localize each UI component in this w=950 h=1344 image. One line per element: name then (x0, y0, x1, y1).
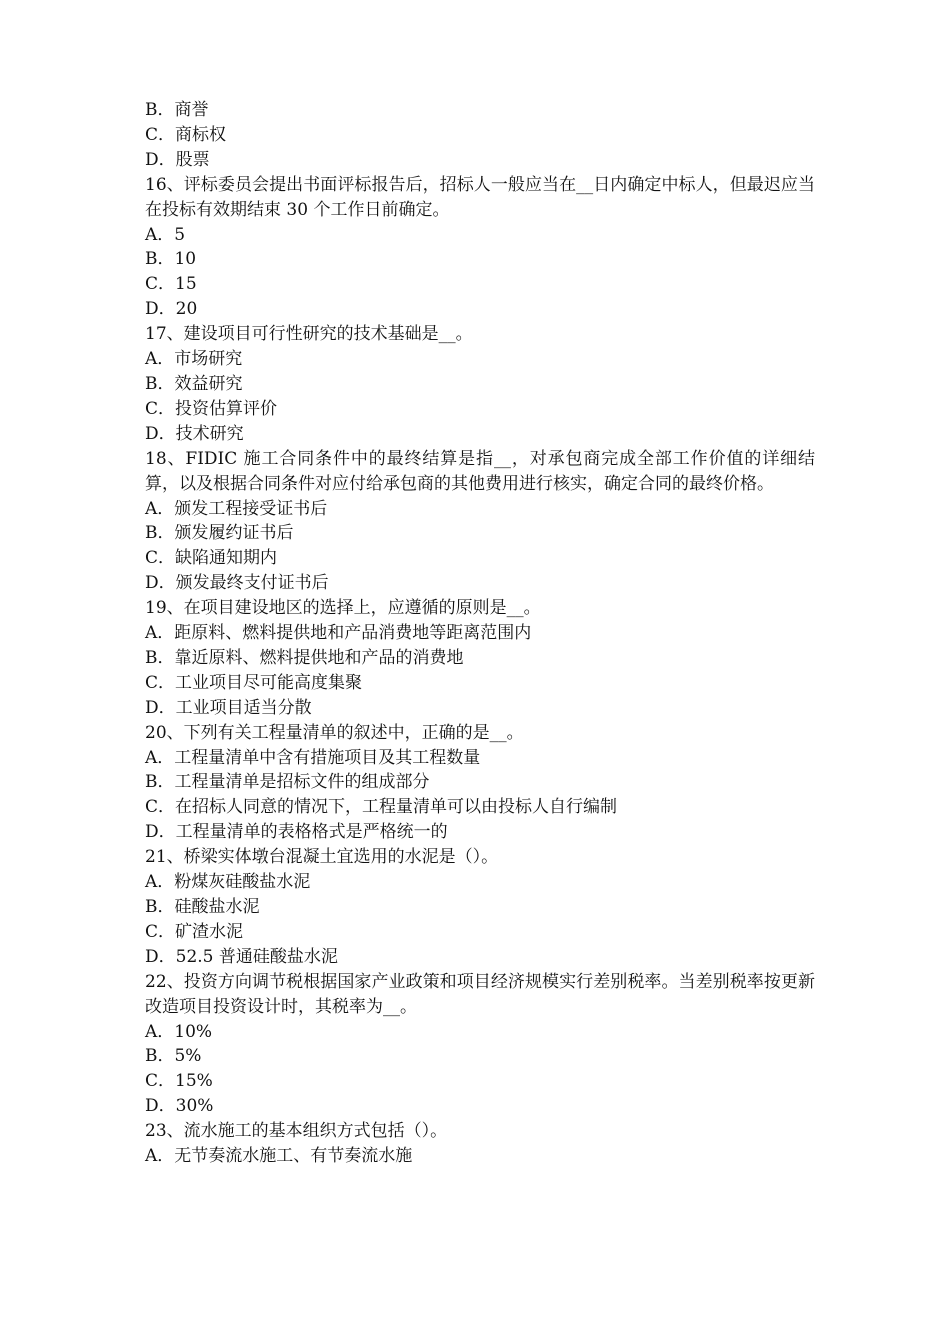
option-line: B．靠近原料、燃料提供地和产品的消费地 (145, 647, 464, 668)
option-line: A．5 (145, 224, 186, 245)
option-line: C．投资估算评价 (145, 398, 278, 419)
option-line: C．矿渣水泥 (145, 921, 244, 942)
option-line: B．效益研究 (145, 373, 243, 394)
option-line: D．工程量清单的表格格式是严格统一的 (145, 822, 448, 843)
option-line: A．颁发工程接受证书后 (145, 498, 328, 519)
option-line: A．无节奏流水施工、有节奏流水施 (145, 1146, 413, 1167)
option-line: B．5% (145, 1046, 202, 1067)
option-line: D．技术研究 (145, 423, 244, 444)
option-line: C．缺陷通知期内 (145, 548, 278, 569)
option-line: B．10 (145, 249, 197, 270)
option-line: A．工程量清单中含有措施项目及其工程数量 (145, 747, 481, 768)
option-line: B．硅酸盐水泥 (145, 897, 260, 917)
option-line: C．商标权 (145, 124, 227, 145)
question-22: 22、投资方向调节税根据国家产业政策和项目经济规模实行差别税率。当差别税率按更新改造项目投资设计时，其税率为__。 (145, 971, 815, 1017)
question-16: 16、评标委员会提出书面评标报告后，招标人一般应当在__日内确定中标人，但最迟应当在投标有效期结束 30 个工作日前确定。 (145, 174, 815, 220)
option-line: A．粉煤灰硅酸盐水泥 (145, 872, 311, 893)
option-line: D．20 (145, 299, 198, 320)
option-line: A．市场研究 (145, 349, 243, 370)
option-line: D．颁发最终支付证书后 (145, 573, 329, 594)
option-line: C．15% (145, 1071, 213, 1092)
option-line: D．30% (145, 1096, 214, 1117)
document-body (145, 98, 815, 1169)
question-23: 23、流水施工的基本组织方式包括（）。 (145, 1121, 448, 1142)
option-line: C．15 (145, 274, 197, 295)
option-line: B．工程量清单是招标文件的组成部分 (145, 772, 430, 793)
question-20: 20、下列有关工程量清单的叙述中，正确的是__。 (145, 722, 524, 743)
option-line: C．工业项目尽可能高度集聚 (145, 672, 363, 693)
option-line: D．52.5 普通硅酸盐水泥 (145, 946, 338, 967)
question-17: 17、建设项目可行性研究的技术基础是__。 (145, 324, 473, 345)
question-19: 19、在项目建设地区的选择上，应遵循的原则是__。 (145, 598, 541, 619)
question-18: 18、FIDIC 施工合同条件中的最终结算是指__，对承包商完成全部工作价值的详细结算，以及根据合同条件对应付给承包商的其他费用进行核实，确定合同的最终价格。 (145, 448, 815, 494)
option-line: B．商誉 (145, 100, 209, 120)
option-line: D．股票 (145, 149, 210, 170)
question-21: 21、桥梁实体墩台混凝土宜选用的水泥是（）。 (145, 847, 499, 868)
option-line: A．10% (145, 1021, 213, 1042)
option-line: B．颁发履约证书后 (145, 523, 294, 544)
option-line: A．距原料、燃料提供地和产品消费地等距离范围内 (145, 623, 532, 644)
option-line: C．在招标人同意的情况下，工程量清单可以由投标人自行编制 (145, 797, 618, 818)
option-line: D．工业项目适当分散 (145, 697, 312, 718)
